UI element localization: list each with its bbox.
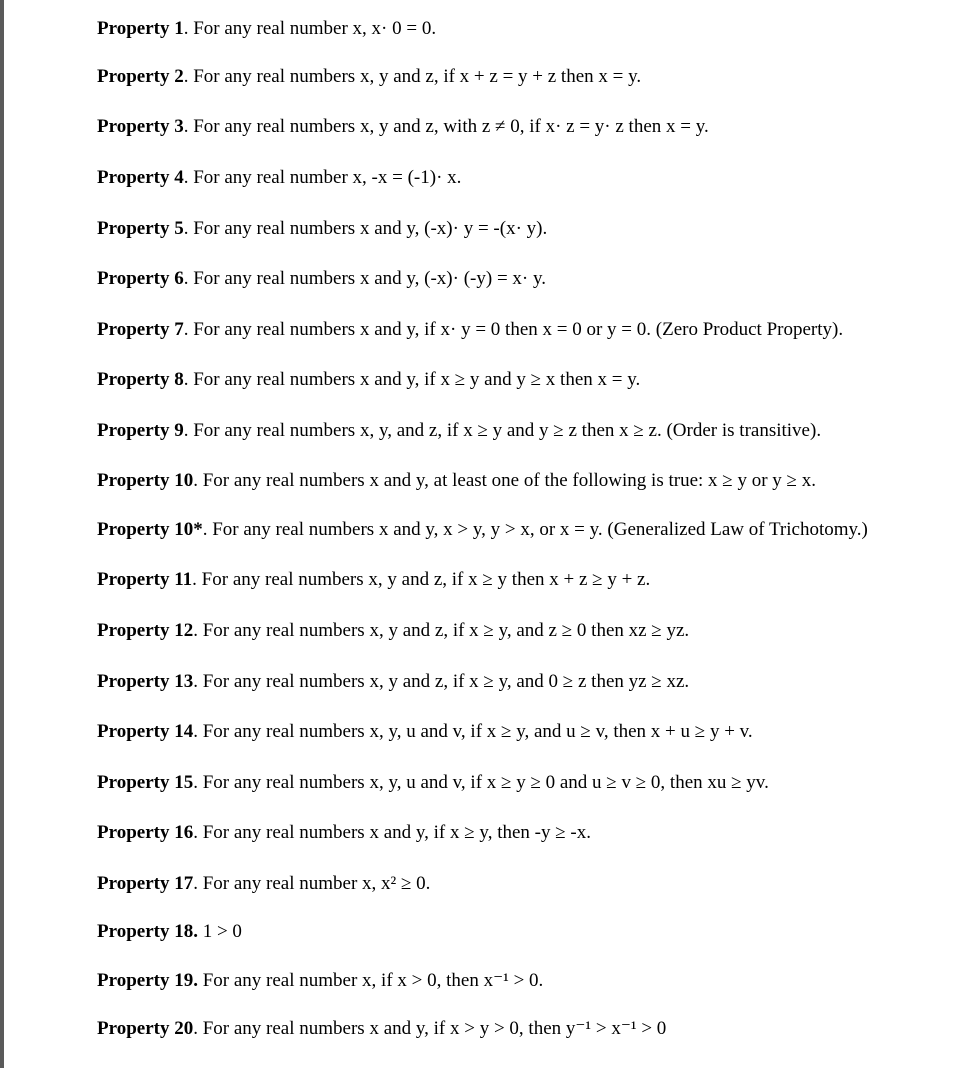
property-text: . For any real numbers x, y, and z, if x ≥ y and y ≥ z then x ≥ z. (Order is transitive). bbox=[183, 420, 822, 441]
property-item bbox=[97, 369, 640, 391]
property-text: . For any real numbers x, y and z, with z ≠ 0, if x· z = y· z then x = y. bbox=[183, 116, 709, 137]
property-label: Property 5 bbox=[97, 218, 184, 239]
property-label: Property 10* bbox=[97, 519, 203, 540]
property-item bbox=[97, 420, 821, 442]
property-item bbox=[97, 470, 816, 492]
property-label: Property 15 bbox=[97, 772, 194, 793]
property-text: . For any real numbers x, y, u and v, if x ≥ y, and u ≥ v, then x + u ≥ y + v. bbox=[193, 721, 753, 742]
left-border-bar bbox=[0, 0, 4, 1068]
property-item bbox=[97, 519, 868, 541]
property-text: . For any real numbers x and y, at least one of the following is true: x ≥ y or y ≥ x. bbox=[193, 470, 816, 491]
property-text: For any real number x, if x > 0, then x⁻¹ > 0. bbox=[197, 970, 544, 991]
property-label: Property 9 bbox=[97, 420, 184, 441]
property-text: . For any real numbers x and y, (-x)· (-y) = x· y. bbox=[183, 268, 546, 289]
property-text: . For any real numbers x and y, if x ≥ y, then -y ≥ -x. bbox=[193, 822, 591, 843]
property-text: . For any real numbers x, y, u and v, if x ≥ y ≥ 0 and u ≥ v ≥ 0, then xu ≥ yv. bbox=[193, 772, 769, 793]
property-item bbox=[97, 822, 591, 844]
property-text: . For any real numbers x, y and z, if x ≥ y, and z ≥ 0 then xz ≥ yz. bbox=[193, 620, 690, 641]
property-label: Property 6 bbox=[97, 268, 184, 289]
property-item bbox=[97, 18, 436, 40]
property-text: . For any real numbers x and y, x > y, y > x, or x = y. (Generalized Law of Trichotomy.) bbox=[202, 519, 868, 540]
property-item bbox=[97, 116, 709, 138]
property-text: . For any real numbers x, y and z, if x ≥ y then x + z ≥ y + z. bbox=[192, 569, 651, 590]
property-item bbox=[97, 569, 650, 591]
property-label: Property 16 bbox=[97, 822, 194, 843]
property-item bbox=[97, 772, 769, 794]
property-label: Property 3 bbox=[97, 116, 184, 137]
property-label: Property 20 bbox=[97, 1018, 194, 1039]
property-label: Property 18. bbox=[97, 921, 198, 942]
property-item bbox=[97, 671, 689, 693]
property-text: . For any real numbers x and y, if x ≥ y and y ≥ x then x = y. bbox=[183, 369, 641, 390]
property-item bbox=[97, 721, 753, 743]
property-text: . For any real number x, x² ≥ 0. bbox=[193, 873, 431, 894]
property-text: . For any real number x, -x = (-1)· x. bbox=[183, 167, 462, 188]
property-label: Property 13 bbox=[97, 671, 194, 692]
property-label: Property 8 bbox=[97, 369, 184, 390]
property-item bbox=[97, 620, 689, 642]
property-item bbox=[97, 167, 461, 189]
property-label: Property 10 bbox=[97, 470, 194, 491]
property-label: Property 17 bbox=[97, 873, 194, 894]
property-label: Property 19. bbox=[97, 970, 198, 991]
property-item bbox=[97, 268, 546, 290]
property-label: Property 1 bbox=[97, 18, 184, 39]
property-item bbox=[97, 1018, 666, 1040]
property-item bbox=[97, 873, 430, 895]
property-label: Property 7 bbox=[97, 319, 184, 340]
property-label: Property 2 bbox=[97, 66, 184, 87]
property-item bbox=[97, 970, 543, 992]
property-text: . For any real numbers x and y, if x > y > 0, then y⁻¹ > x⁻¹ > 0 bbox=[193, 1018, 667, 1039]
property-label: Property 14 bbox=[97, 721, 194, 742]
property-item bbox=[97, 319, 843, 341]
property-item bbox=[97, 66, 641, 88]
property-text: 1 > 0 bbox=[197, 921, 242, 942]
property-text: . For any real number x, x· 0 = 0. bbox=[183, 18, 437, 39]
property-text: . For any real numbers x, y and z, if x ≥ y, and 0 ≥ z then yz ≥ xz. bbox=[193, 671, 690, 692]
property-item bbox=[97, 218, 547, 240]
property-item bbox=[97, 921, 242, 943]
property-label: Property 4 bbox=[97, 167, 184, 188]
property-text: . For any real numbers x, y and z, if x + z = y + z then x = y. bbox=[183, 66, 642, 87]
property-text: . For any real numbers x and y, (-x)· y = -(x· y). bbox=[183, 218, 548, 239]
property-label: Property 11 bbox=[97, 569, 193, 590]
property-text: . For any real numbers x and y, if x· y = 0 then x = 0 or y = 0. (Zero Product Property). bbox=[183, 319, 844, 340]
property-label: Property 12 bbox=[97, 620, 194, 641]
